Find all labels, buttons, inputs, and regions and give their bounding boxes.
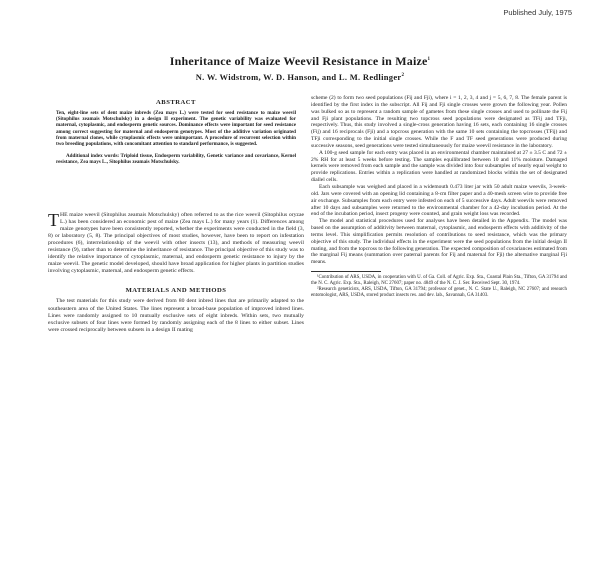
mm-paragraph: The test materials for this study were derived from 80 dent inbred lines that are primarily adapted to the southeastern area of the United States. The lines represent a broad-base population of improved inbred lines. Lines were randomly assigned to 10 mutually exclusive sets of eight inbreds. Within sets, two mutually exclusive subsets of four lines were formed by randomly assigning each of the 8 lines to either subset. Lines were crossed reciprocally between subsets in a design II mating bbox=[48, 298, 304, 333]
methods-paragraph-4: The model and statistical procedures used for analyses have been detailed in the Appendix. The model was based on the assumption of additivity between maternal, cytoplasmic, and endosperm effects with additivity of the terms level. This simplification permits resolution of contributions to seed resistance, which was the primary objective of this study. The individual effects in the experiment were the seed populations from the initial design II mating, and from the topcross to the following generation. The expected composition of covariances estimated from the marginal Fij means (summation over paternal parents for Fij and maternal for Fji) the alternative marginal Fji means. bbox=[311, 218, 567, 266]
publication-note: Published July, 1975 bbox=[503, 8, 572, 17]
footnote-2: ²Research geneticists, ARS, USDA, Tifton, GA 31794; professor of genet., N. C. State U., Raleigh, NC 27607; and research entomologist, ARS, USDA, stored product insects res. and dev. lab., Savannah, GA 31403. bbox=[311, 286, 567, 298]
authors-text: N. W. Widstrom, W. D. Hanson, and L. M. Redlinger bbox=[195, 72, 402, 82]
article-authors bbox=[0, 72, 600, 82]
methods-continued bbox=[311, 95, 567, 266]
footnote-divider bbox=[311, 271, 381, 272]
abstract-heading: ABSTRACT bbox=[156, 99, 196, 106]
title-footnote-mark: 1 bbox=[427, 57, 431, 62]
footnote-1: ¹Contribution of ARS, USDA, in cooperation with U. of Ga. Coll. of Agric. Exp. Sta., Coastal Plain Sta., Tifton, GA 31794 and the N. C. Agric. Exp. Sta., Raleigh, NC 27607; paper no. 4849 of the N. C. J. Ser. Received Sept. 30, 1974. bbox=[311, 275, 567, 286]
materials-methods bbox=[48, 298, 304, 333]
title-text: Inheritance of Maize Weevil Resistance in Maize bbox=[169, 54, 428, 68]
intro-paragraph bbox=[48, 209, 304, 276]
methods-paragraph-3: Each subsample was weighed and placed in a widemouth 0.473 liter jar with 50 adult maize weevils, 3-week-old. Jars were covered with an opening lid containing a 8-cm filter paper and a 40-mesh screen wire to provide free air exchange. Subsamples from each entry were infested on each of 5 successive days. Adult weevils were removed after 10 days and subsamples were returned to the environmental chamber for a 42-day incubation period. At the end of the incubation period, insect progeny were counted, and grain weight loss was recorded. bbox=[311, 183, 567, 218]
article-title bbox=[0, 54, 600, 69]
left-column bbox=[48, 95, 304, 334]
abstract-block bbox=[56, 110, 296, 166]
right-column bbox=[311, 95, 567, 299]
authors-footnote-mark: 2 bbox=[401, 73, 405, 79]
abstract-text: Ten, eight-line sets of dent maize inbreds (Zea mays L.) were tested for seed resistance to maize weevil (Sitophilus zeamais Motschulsky) in a design II experiment. The genetic variability was evaluated for maternal, cytoplasmic, and endosperm genetic sources. Dominance effects were important for seed resistance among correct suggesting for maternal and endosperm genotypes. Most of the additive variation originated from maternal clones, while cytoplasmic effects were unimportant. A procedure of recurrent selection within two breeding populations, with concomitant attention to standard performance, is suggested. bbox=[56, 110, 296, 148]
methods-paragraph-2: A 100-g seed sample for each entry was placed in an environmental chamber maintained at 27 ± 3.5 C and 72 ± 2% RH for at least 5 weeks before testing. The samples equilibrated between 10 and 11% moisture. Damaged kernels were removed from each sample and the sample was divided into four subsamples of nearly equal weight to provide replications. Entries within a replication were handled at randomized blocks within the set of designated diallel cells. bbox=[311, 149, 567, 184]
introduction bbox=[48, 209, 304, 276]
materials-methods-heading: MATERIALS AND METHODS bbox=[125, 287, 227, 295]
intro-text: HE maize weevil (Sitophilus zeamais Motschulsky) often referred to as the rice weevil (Sitophilus oryzae L.) has been considered an economic pest of maize (Zea mays L.) for many years (1). Differences among maize genotypes have been consistently reported, whether the experiments were conducted in the field (3, 8) or laboratory (5, 8). The principal objectives of most studies, however, have been to report on infestation procedures (6), interrelationship of the weevil with other insects (13), and methods of measuring weevil resistance (9), rather than to determine the inheritance of resistance. The principal objective of this study was to identify the relative importance of cytoplasmic, maternal, and endosperm genetic resistance to injury by the maize weevil. The genetic model developed, should have broad application for higher plants in partition studies involving cytoplasmic, maternal, and endosperm genetic effects. bbox=[48, 211, 304, 275]
methods-paragraph-1: scheme (2) to form two seed populations (Fij and Fji), where i = 1, 2, 3, 4 and j = 5, 6, 7, 8. The female parent is identified by the first index in the subscript. All Fij and Fji single crosses were grown the following year. Pollen was bulked so as to represent a random sample of gametes from these single crosses and used to pollinate the Fij and Fji plant populations. The resulting two topcross seed populations were designated as TFij and TFji, respectively. Thus, this study involved a single-cross generation having 16 sets, each containing 16 single crosses (Fij) and 16 reciprocals (Fji) and a topcross generation with the same 10 sets containing the topcrosses (TFij) and TFji corresponding to the initial single crosses. While the F and TF seed generations were produced during successive seasons, seed generations were tested simultaneously for maize weevil resistance in the laboratory. bbox=[311, 95, 567, 149]
drop-cap: T bbox=[48, 209, 59, 230]
abstract-keywords: Additional index words: Triploid tissue, Endosperm variability, Genetic variance and covariance, Kernel resistance, Zea mays L., Sitophilus zeamais Motschulsky. bbox=[56, 153, 296, 166]
